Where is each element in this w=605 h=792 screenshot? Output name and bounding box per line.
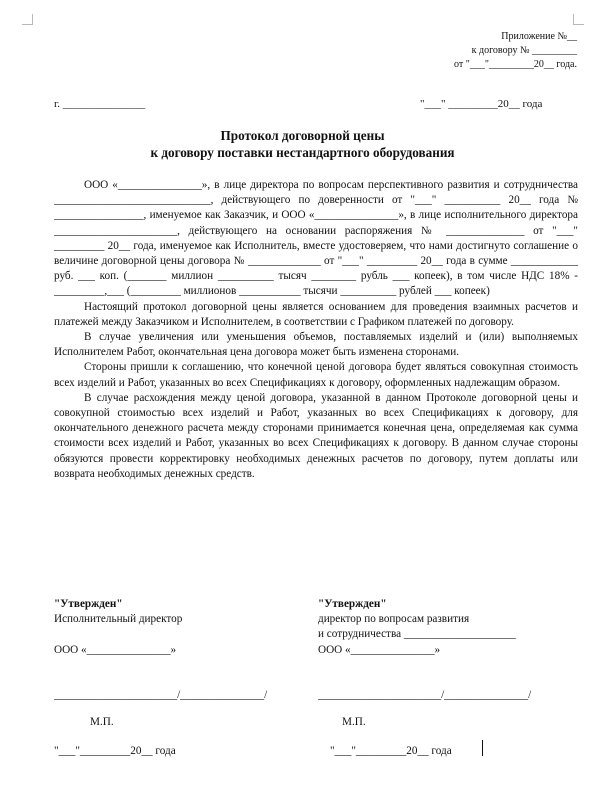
right-position-line2: и сотрудничества ____________________ [318, 628, 516, 640]
paragraph-final-price: Стороны пришли к соглашению, что конечной ценой договора будет являться совокупная стоимость всех изделий и Работ, указанных во всех Спецификациях к договору, оформленных надлежащим образом. [54, 361, 578, 389]
page-corner-marker [22, 14, 33, 25]
right-signature-date: "___"_________20__ года [330, 745, 452, 757]
document-date: "___" _________20__ года [420, 98, 543, 110]
document-body [54, 178, 578, 482]
right-organization: ООО «_______________» [318, 644, 441, 656]
left-stamp: М.П. [90, 716, 114, 728]
left-organization: ООО «_______________» [54, 644, 177, 656]
right-stamp: М.П. [342, 716, 366, 728]
right-approved-heading: "Утвержден" [318, 598, 387, 610]
paragraph-parties: ООО «_______________», в лице директора по вопросам перспективного развития и сотрудничества ____________________________, действующего по доверенности от "___" __________ 20__ года № ________________, именуемое как Заказчик, и ООО «_______________», в лице исполнительного директора ______________________, действующего на основании распоряжения № ______________ от "___" _________ 20__ года, именуемое как Исполнитель, вместе удостоверяем, что нами достигнуто соглашение о величине договорной цены договора № _____________ от "___" _________ 20__ года в сумме ____________ руб. ___ коп. (_______ миллион __________ тысяч ________ рубль ___ копеек), в том числе НДС 18% - _________,___ (_________ миллионов ___________ тысячи __________ рублей ___ копеек) [54, 179, 578, 298]
document-title: Протокол договорной цены [220, 128, 385, 143]
appendix-date: от "___"_________20__ года. [454, 59, 577, 70]
left-approved-heading: "Утвержден" [54, 598, 123, 610]
left-position: Исполнительный директор [54, 613, 183, 625]
right-position-line1: директор по вопросам развития [318, 613, 470, 625]
paragraph-basis: Настоящий протокол договорной цены является основанием для проведения взаимных расчетов и платежей между Заказчиком и Исполнителем, в соответствии с Графиком платежей по договору. [54, 300, 578, 328]
paragraph-discrepancy: В случае расхождения между ценой договора, указанной в данном Протоколе договорной цены и совокупной стоимостью всех изделий и Работ, указанных во всех Спецификациях к договору, для окончательного денежного расчета между сторонами принимается конечная цена, определяемая как сумма стоимости всех изделий и Работ, указанных во всех Спецификациях к договору. В данном случае стороны обязуются провести корректировку необходимых денежных расчетов по договору, путем доплаты или возврата необходимых денежных средств. [54, 391, 578, 480]
document-subtitle: к договору поставки нестандартного оборудования [150, 145, 455, 160]
page-corner-marker [573, 14, 584, 25]
paragraph-changes: В случае увеличения или уменьшения объемов, поставляемых изделий и (или) выполняемых Исполнителем Работ, окончательная цена договора может быть изменена сторонами. [54, 331, 578, 359]
left-signature-line: ______________________/_______________/ [54, 689, 268, 701]
left-signature-date: "___"_________20__ года [54, 745, 176, 757]
appendix-contract: к договору № _________ [471, 45, 577, 56]
right-signature-line: ______________________/_______________/ [318, 689, 532, 701]
city-field: г. _______________ [54, 98, 146, 110]
text-cursor [482, 740, 483, 756]
appendix-number: Приложение №__ [501, 31, 577, 42]
